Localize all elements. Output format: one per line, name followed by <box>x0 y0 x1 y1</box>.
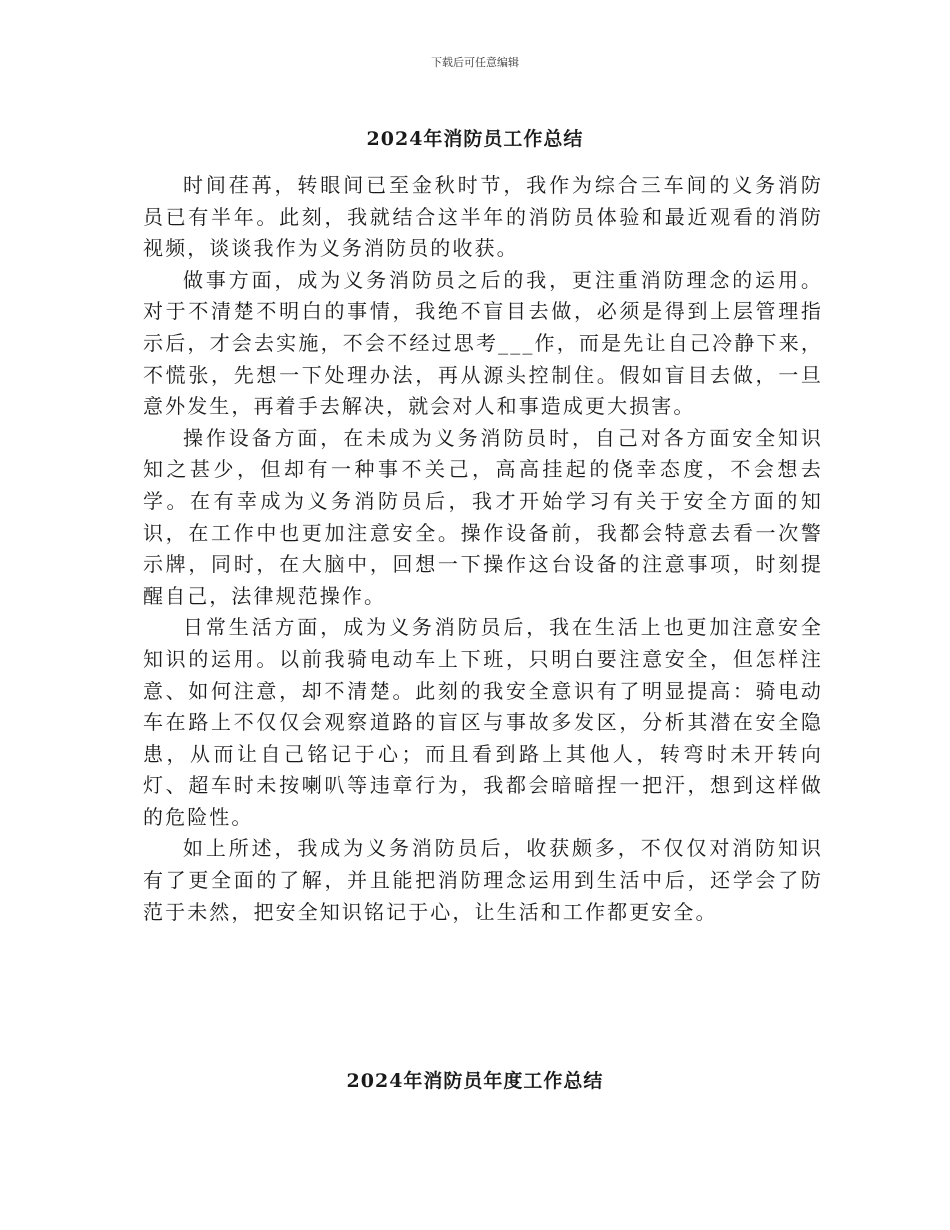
second-document-title: 2024年消防员年度工作总结 <box>346 1070 604 1092</box>
document-body <box>143 170 823 928</box>
paragraph-daily-life: 日常生活方面，成为义务消防员后，我在生活上也更加注意安全知识的运用。以前我骑电动车上下班，只明白要注意安全，但怎样注意、如何注意，却不清楚。此刻的我安全意识有了明显提高：骑电动车在路上不仅仅会观察道路的盲区与事故多发区，分析其潜在安全隐患，从而让自己铭记于心；而且看到路上其他人，转弯时未开转向灯、超车时未按喇叭等违章行为，我都会暗暗捏一把汗，想到这样做的危险性。 <box>143 615 823 829</box>
paragraph-intro: 时间荏苒，转眼间已至金秋时节，我作为综合三车间的义务消防员已有半年。此刻，我就结合这半年的消防员体验和最近观看的消防视频，谈谈我作为义务消防员的收获。 <box>143 173 823 261</box>
paragraph-conclusion: 如上所述，我成为义务消防员后，收获颇多，不仅仅对消防知识有了更全面的了解，并且能把消防理念运用到生活中后，还学会了防范于未然，把安全知识铭记于心，让生活和工作都更安全。 <box>143 836 823 924</box>
document-title: 2024年消防员工作总结 <box>366 128 584 150</box>
paragraph-work: 做事方面，成为义务消防员之后的我，更注重消防理念的运用。对于不清楚不明白的事情，我绝不盲目去做，必须是得到上层管理指示后，才会去实施，不会不经过思考___作，而是先让自己冷静下来，不慌张，先想一下处理办法，再从源头控制住。假如盲目去做，一旦意外发生，再着手去解决，就会对人和事造成更大损害。 <box>143 267 823 419</box>
paragraph-equipment: 操作设备方面，在未成为义务消防员时，自己对各方面安全知识知之甚少，但却有一种事不关己，高高挂起的侥幸态度，不会想去学。在有幸成为义务消防员后，我才开始学习有关于安全方面的知识，在工作中也更加注意安全。操作设备前，我都会特意去看一次警示牌，同时，在大脑中，回想一下操作这台设备的注意事项，时刻提醒自己，法律规范操作。 <box>143 425 823 608</box>
header-note: 下载后可任意编辑 <box>431 56 519 69</box>
